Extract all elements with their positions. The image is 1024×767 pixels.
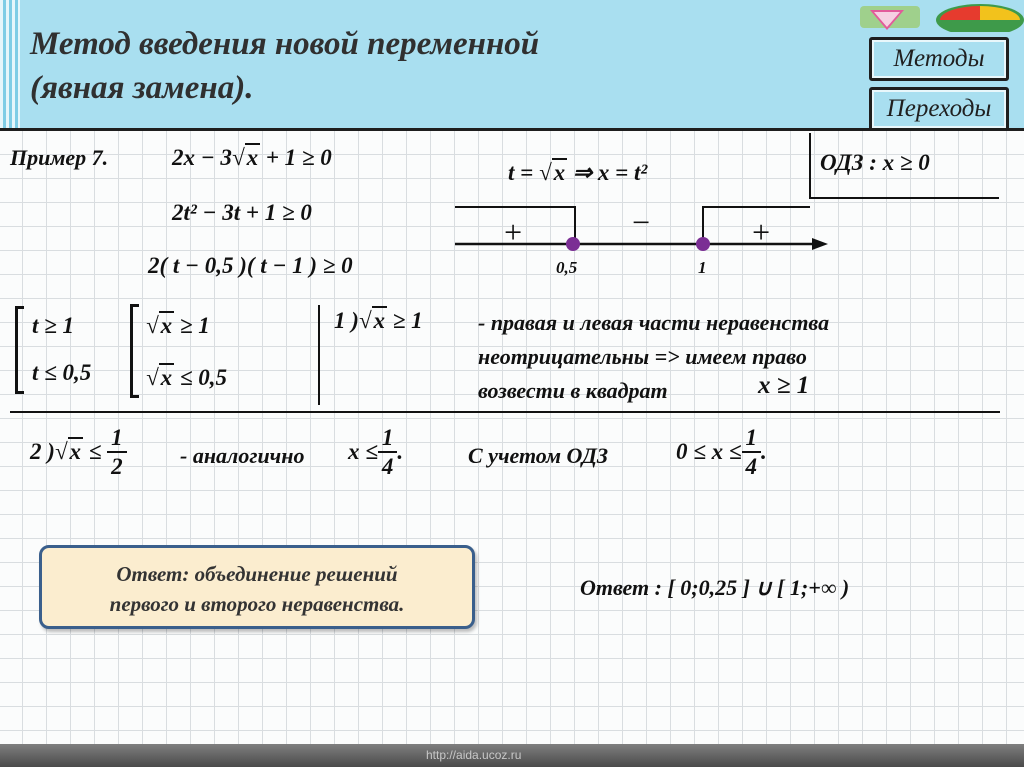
final-answer: Ответ : [ 0;0,25 ] ∪ [ 1;+∞ ) — [580, 575, 850, 600]
bracket-right-bottom — [130, 395, 139, 398]
odz-vertical-divider — [809, 133, 811, 199]
inequality-1: 2x − 3√x + 1 ≥ 0 — [172, 145, 332, 170]
system-sqrt-le-0-5: √x ≤ 0,5 — [146, 365, 227, 390]
case2-analogous-text: - аналогично — [180, 443, 305, 468]
system-divider — [318, 305, 320, 405]
case1-explanation-3: возвести в квадрат — [478, 378, 668, 403]
bracket-left-top — [15, 306, 24, 309]
system-t-le-0-5: t ≤ 0,5 — [32, 360, 92, 385]
answer-note-line-1: Ответ: объединение решений — [116, 562, 398, 586]
footer-url: http://aida.ucoz.ru — [426, 748, 522, 762]
system-sqrt-ge-1: √x ≥ 1 — [146, 313, 210, 338]
case2-inequality: 2 )√x ≤ $\frac{1}{2}$ — [30, 424, 127, 480]
pencils-logo-icon — [860, 2, 1024, 32]
decorative-stripes — [0, 0, 20, 128]
transitions-button[interactable]: Переходы — [869, 87, 1009, 131]
point-label-1: 1 — [698, 258, 707, 277]
page-title — [30, 22, 539, 110]
substitution: t = √x ⇒ x = t² — [508, 160, 648, 185]
methods-button[interactable]: Методы — [869, 37, 1009, 81]
bracket-right-vertical — [130, 304, 133, 398]
header-banner — [0, 0, 1024, 131]
footer-bar — [0, 744, 1024, 767]
sign-plus-right: + — [750, 214, 772, 250]
bracket-left-bottom — [15, 391, 24, 394]
bracket-left-vertical — [15, 306, 18, 394]
sign-minus-middle: − — [630, 204, 652, 240]
case2-final-interval: 0 ≤ x ≤ $\frac{1}{4}$ . — [676, 425, 767, 479]
title-line-1: Метод введения новой переменной — [30, 26, 540, 62]
inequality-2: 2t² − 3t + 1 ≥ 0 — [172, 200, 312, 225]
odz-underline — [809, 197, 999, 199]
case1-inequality: 1 )√x ≥ 1 — [334, 308, 423, 333]
point-0-5 — [566, 237, 580, 251]
point-label-0-5: 0,5 — [556, 258, 578, 277]
bracket-right-top — [130, 304, 139, 307]
point-1 — [696, 237, 710, 251]
answer-note-line-2: первого и второго неравенства. — [109, 592, 405, 616]
odz-condition: ОДЗ : x ≥ 0 — [820, 150, 930, 175]
section-divider — [10, 411, 1000, 413]
example-label: Пример 7. — [10, 145, 109, 170]
case2-odz-text: С учетом ОДЗ — [468, 443, 609, 468]
case2-x-le-quarter: x ≤ $\frac{1}{4}$ . — [348, 425, 404, 479]
system-t-ge-1: t ≥ 1 — [32, 313, 75, 338]
title-line-2: (явная замена). — [30, 70, 254, 106]
case1-explanation-1: - правая и левая части неравенства — [478, 310, 830, 335]
case1-explanation-2: неотрицательны => имеем право — [478, 344, 807, 369]
inequality-3: 2( t − 0,5 )( t − 1 ) ≥ 0 — [148, 253, 353, 278]
sign-plus-left: + — [502, 214, 524, 250]
case1-result: x ≥ 1 — [758, 372, 810, 399]
answer-note-box — [39, 545, 475, 629]
